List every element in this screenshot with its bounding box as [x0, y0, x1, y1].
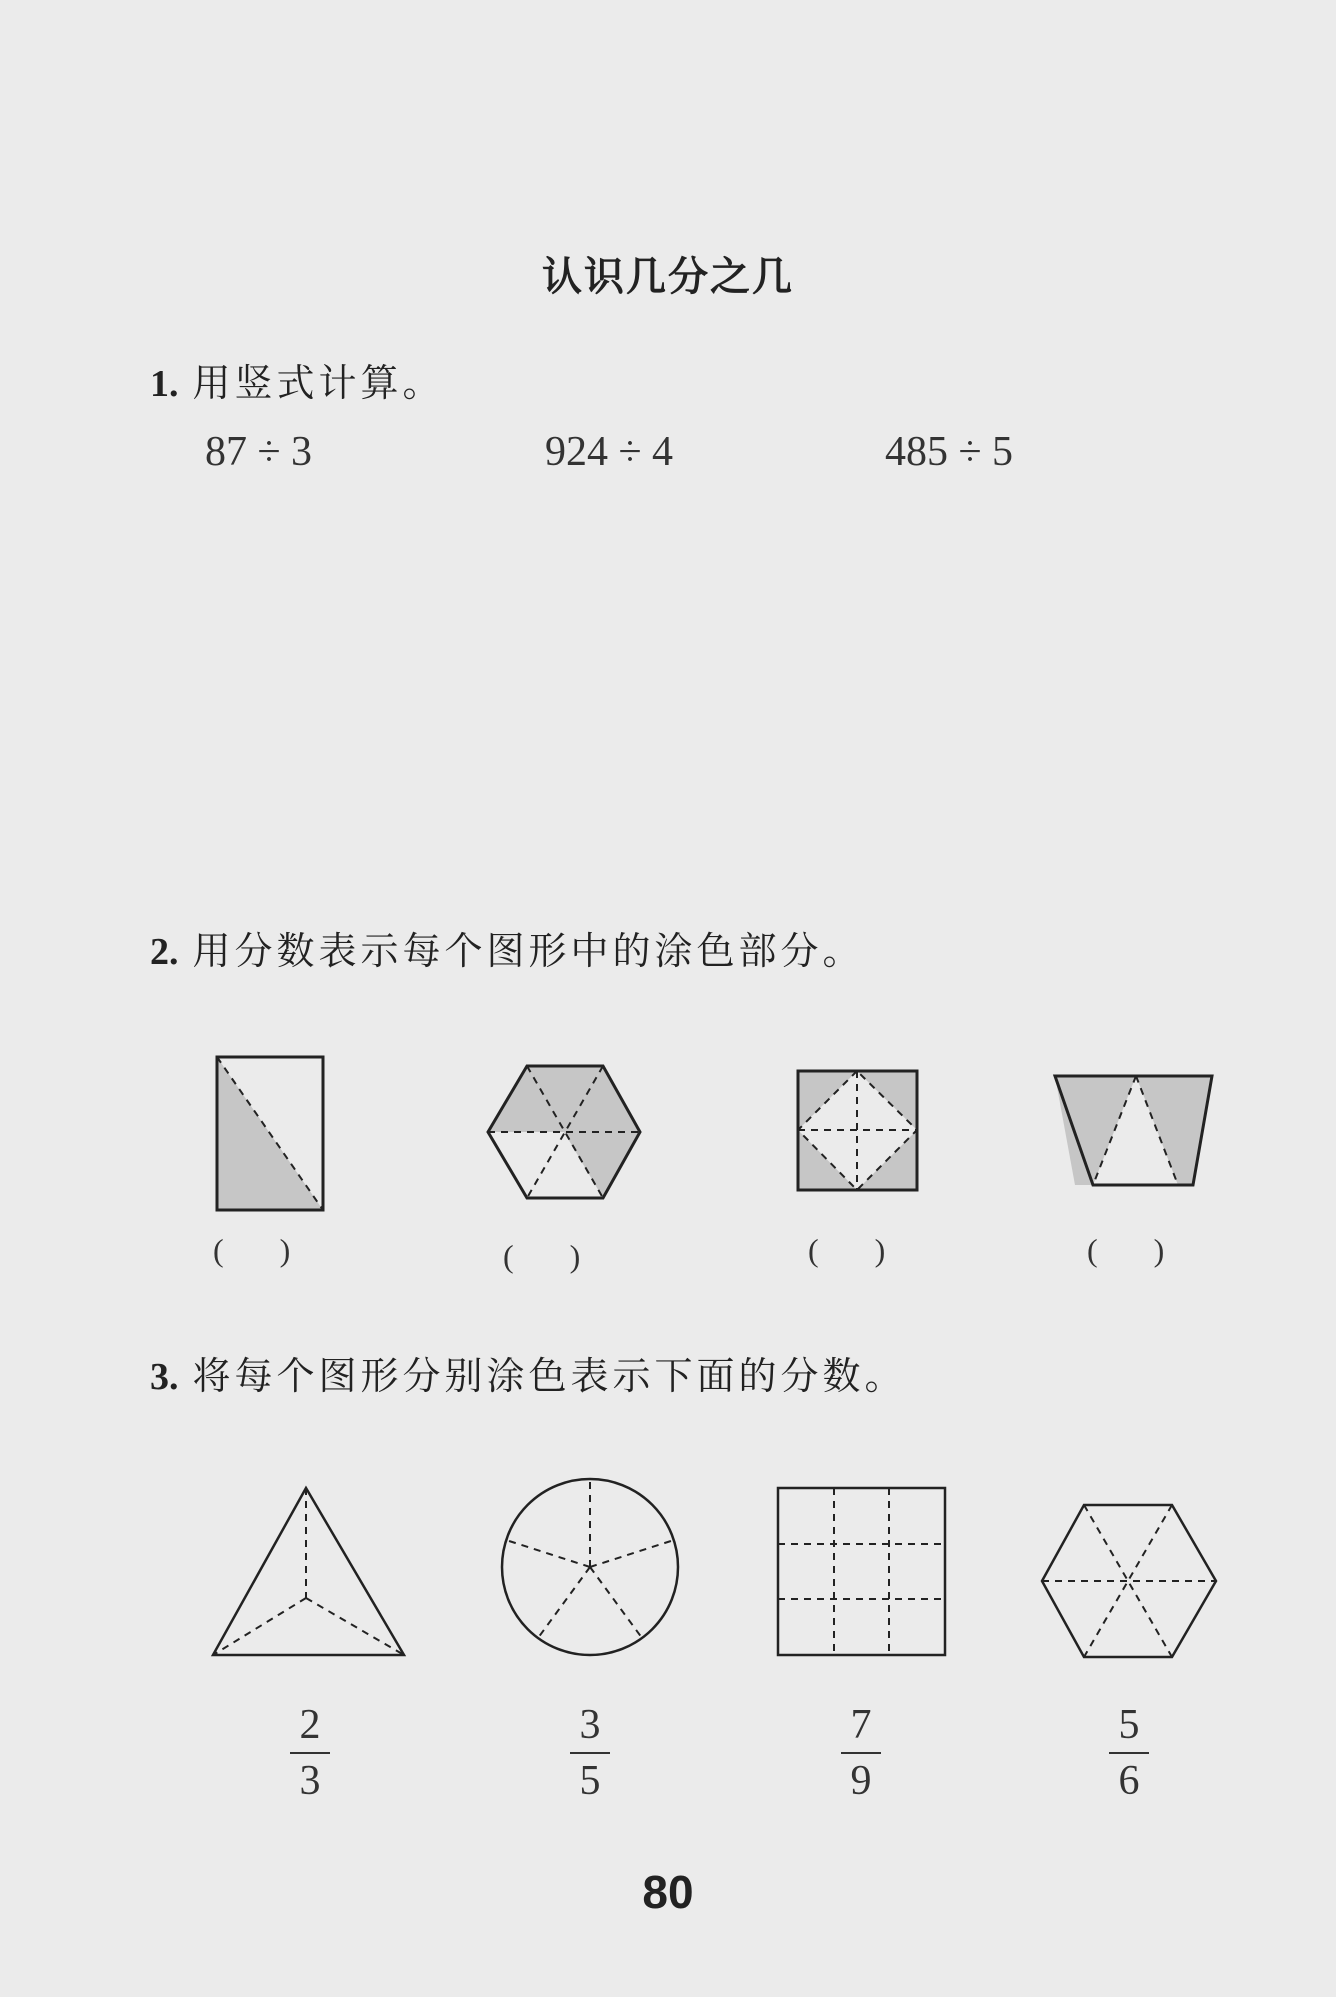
fraction-2-numerator: 3 [579, 1702, 601, 1748]
fraction-4-denominator: 6 [1118, 1758, 1140, 1804]
fraction-3 [831, 1704, 891, 1802]
question-1-text: 用竖式计算。 [192, 361, 445, 405]
question-2-number: 2. [150, 931, 179, 973]
q2-answer-blank-4[interactable]: ( ) [1087, 1232, 1165, 1268]
q2-rectangle-figure [217, 1057, 323, 1210]
fraction-1-denominator: 3 [299, 1758, 321, 1804]
question-3 [150, 1345, 907, 1400]
q2-answer-blank-2[interactable]: ( ) [503, 1238, 581, 1274]
q3-grid-figure [778, 1488, 945, 1655]
fraction-4-numerator: 5 [1118, 1702, 1140, 1748]
q3-circle-figure [502, 1479, 678, 1655]
q2-answer-blank-1[interactable]: ( ) [213, 1232, 291, 1268]
fraction-4 [1099, 1704, 1159, 1802]
q2-trapezoid-figure [1055, 1076, 1212, 1185]
page-title: 认识几分之几 [542, 254, 794, 300]
fraction-1-numerator: 2 [299, 1702, 321, 1748]
q2-square-figure [798, 1071, 917, 1190]
question-2-text: 用分数表示每个图形中的涂色部分。 [192, 929, 865, 973]
fraction-3-denominator: 9 [850, 1758, 872, 1804]
question-3-text: 将每个图形分别涂色表示下面的分数。 [192, 1354, 907, 1398]
fraction-1 [280, 1704, 340, 1802]
expr-3: 485 ÷ 5 [885, 429, 1014, 475]
fraction-3-numerator: 7 [850, 1702, 872, 1748]
q2-answer-blank-3[interactable]: ( ) [808, 1232, 886, 1268]
question-1-number: 1. [150, 363, 179, 405]
fraction-2-denominator: 5 [579, 1758, 601, 1804]
question-3-number: 3. [150, 1356, 179, 1398]
page-number: 80 [642, 1866, 694, 1918]
q3-triangle-figure [213, 1488, 404, 1655]
q3-hexagon-figure [1042, 1505, 1216, 1657]
q2-hexagon-figure [488, 1066, 640, 1198]
expr-1: 87 ÷ 3 [205, 429, 313, 475]
fraction-2 [560, 1704, 620, 1802]
expr-2: 924 ÷ 4 [545, 429, 674, 475]
